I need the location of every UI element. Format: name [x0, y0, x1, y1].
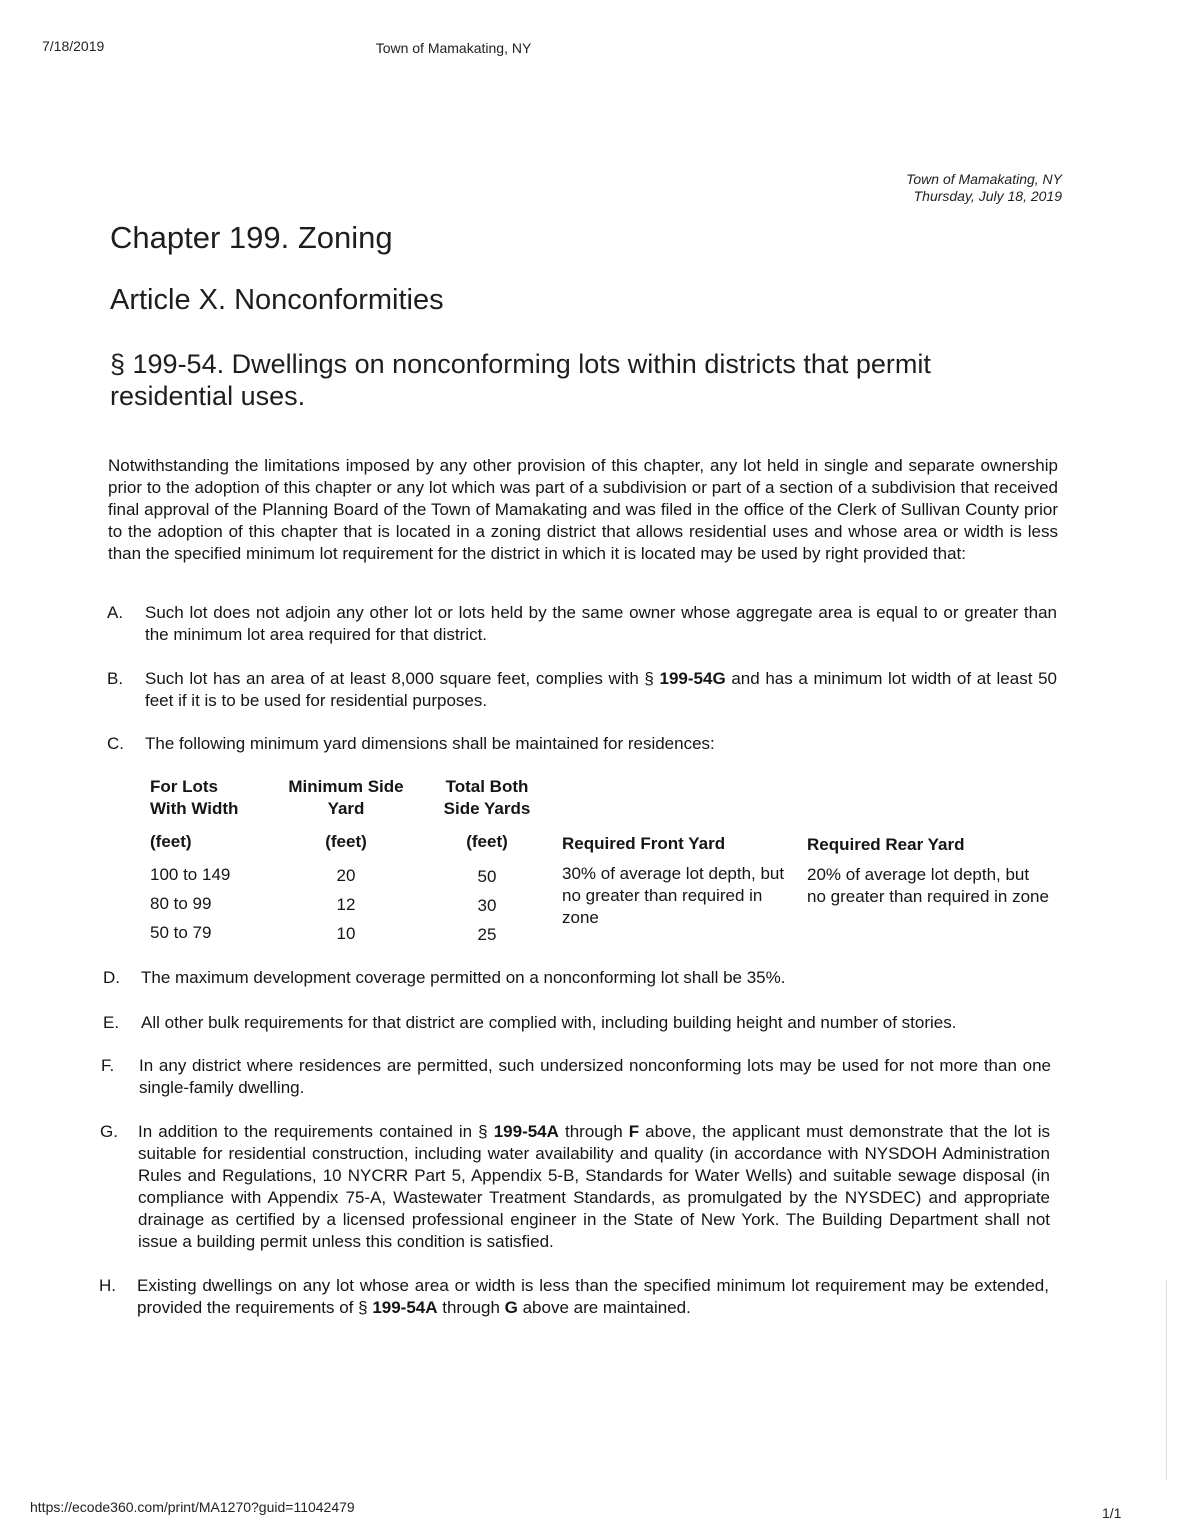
section-heading: § 199-54. Dwellings on nonconforming lots within districts that permit residential uses. — [110, 349, 931, 411]
table-cell: 30 — [477, 896, 497, 915]
list-text: All other bulk requirements for that district are complied with, including building height and number of stories. — [141, 1013, 957, 1032]
list-text: The maximum development coverage permitted on a nonconforming lot shall be 35%. — [141, 968, 786, 987]
table-col-total — [432, 862, 542, 949]
table-unit-side: (feet) — [325, 832, 367, 851]
table-cell: 10 — [336, 924, 356, 943]
chapter-heading: Chapter 199. Zoning — [110, 220, 393, 255]
table-header-front: Required Front Yard — [562, 834, 726, 853]
table-unit-total: (feet) — [466, 832, 508, 851]
list-letter: A. — [107, 603, 124, 622]
section-link[interactable]: G — [504, 1298, 518, 1317]
table-cell: 50 to 79 — [150, 923, 212, 942]
print-title: Town of Mamakating, NY — [375, 40, 532, 56]
table-cell: 80 to 99 — [150, 894, 212, 913]
table-cell: 20 — [336, 866, 356, 885]
date-block-date: Thursday, July 18, 2019 — [913, 188, 1062, 204]
table-col-width — [150, 860, 230, 947]
table-header-rear: Required Rear Yard — [807, 835, 965, 854]
list-letter: G. — [100, 1122, 118, 1141]
section-link[interactable]: F — [628, 1122, 640, 1141]
list-text: In addition to the requirements contained in § 199-54A through F above, the applicant must demonstrate that the lot is suitable for residential construction, including water availability and quality (in accordance with NYSDOH Administration Rules and Regulations, 10 NYCRR Part 5, Appendix 5-B, Standards for Water Wells) and suitable sewage disposal (in compliance with Appendix 75-A, Wastewater Treatment Standards, as promulgated by the NYSDEC) and appropriate drainage as certified by a licensed professional engineer in the State of New York. The Building Department shall not issue a building permit unless this condition is satisfied. — [138, 1122, 1050, 1251]
section-link[interactable]: 199-54A — [372, 1298, 438, 1317]
section-link[interactable]: 199-54A — [493, 1122, 559, 1141]
footer-page-number: 1/1 — [1102, 1505, 1122, 1521]
date-block-town: Town of Mamakating, NY — [906, 171, 1062, 187]
intro-paragraph: Notwithstanding the limitations imposed by any other provision of this chapter, any lot held in single and separate ownership prior to the adoption of this chapter or any lot which was part of a subdivision or part of a section of a subdivision that received final approval of the Planning Board of the Town of Mamakating and was filed in the office of the Clerk of Sullivan County prior to the adoption of this chapter that is located in a zoning district that allows residential uses and whose area or width is less than the specified minimum lot requirement for the district in which it is located may be used by right provided that: — [108, 456, 1058, 563]
list-letter: H. — [99, 1276, 116, 1295]
list-text: In any district where residences are permitted, such undersized nonconforming lots may be used for not more than one single-family dwelling. — [139, 1056, 1051, 1097]
article-heading: Article X. Nonconformities — [110, 284, 444, 316]
table-cell: 100 to 149 — [150, 865, 231, 884]
table-front-yard: 30% of average lot depth, but no greater than required in zone — [562, 864, 785, 927]
table-header-width: For Lots With Width — [150, 777, 239, 818]
list-letter: C. — [107, 734, 124, 753]
table-header-total: Total Both Side Yards — [443, 777, 531, 818]
list-letter: B. — [107, 669, 124, 688]
print-date: 7/18/2019 — [42, 38, 105, 54]
list-text: The following minimum yard dimensions shall be maintained for residences: — [145, 734, 715, 753]
list-text: Existing dwellings on any lot whose area or width is less than the specified minimum lot requirement may be extended, provided the requirements of § 199-54A through G above are maintained. — [137, 1276, 1049, 1317]
section-link[interactable]: 199-54G — [659, 669, 726, 688]
table-cell: 12 — [336, 895, 356, 914]
table-cell: 25 — [477, 925, 497, 944]
list-text: Such lot does not adjoin any other lot or lots held by the same owner whose aggregate area is equal to or greater than the minimum lot area required for that district. — [145, 603, 1057, 644]
table-cell: 50 — [477, 867, 497, 886]
table-rear-yard: 20% of average lot depth, but no greater than required in zone — [807, 865, 1049, 906]
table-header-side: Minimum Side Yard — [288, 777, 404, 818]
list-letter: F. — [101, 1056, 115, 1075]
table-unit-width: (feet) — [150, 832, 192, 851]
list-letter: E. — [103, 1013, 120, 1032]
scan-artifact — [1166, 1280, 1167, 1480]
table-col-side — [280, 861, 412, 948]
date-block — [906, 171, 1062, 205]
list-text: Such lot has an area of at least 8,000 square feet, complies with § 199-54G and has a minimum lot width of at least 50 feet if it is to be used for residential purposes. — [145, 669, 1057, 710]
footer-url[interactable]: https://ecode360.com/print/MA1270?guid=11042479 — [30, 1499, 355, 1515]
list-letter: D. — [103, 968, 120, 987]
